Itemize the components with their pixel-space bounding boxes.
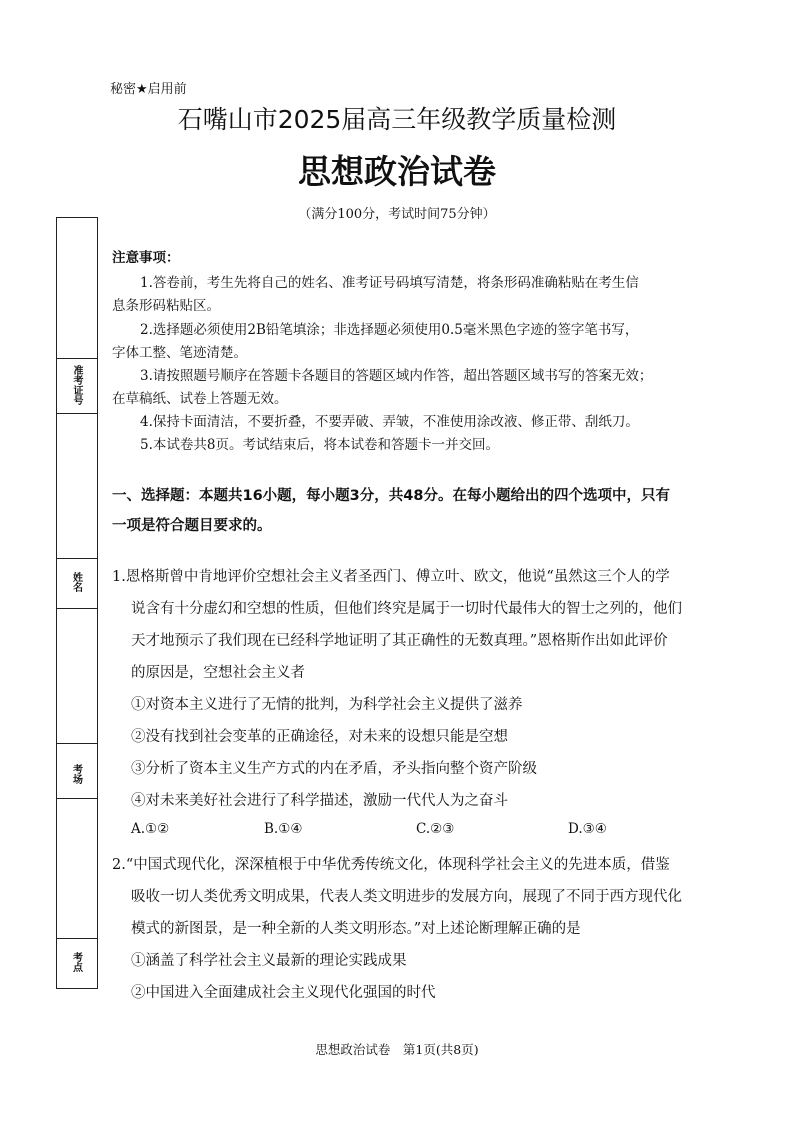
choice-a: A.①② bbox=[131, 821, 170, 837]
choice-d: D.③④ bbox=[568, 821, 607, 837]
binding-divider bbox=[57, 608, 97, 609]
page-footer: 思想政治试卷 第1页(共8页) bbox=[315, 1042, 479, 1057]
side-label-site: 考点 bbox=[70, 952, 82, 972]
binding-divider bbox=[57, 798, 97, 799]
binding-divider bbox=[57, 413, 97, 414]
subject-title: 思想政治试卷 bbox=[298, 152, 496, 191]
notes-line: 在草稿纸、试卷上答题无效。 bbox=[112, 391, 288, 407]
question-1-item: ④对未来美好社会进行了科学描述，激励一代代人为之奋斗 bbox=[131, 793, 508, 809]
question-2-item: ①涵盖了科学社会主义最新的理论实践成果 bbox=[131, 953, 407, 969]
notes-line: 2.选择题必须使用2B铅笔填涂；非选择题必须使用0.5毫米黑色字迹的签字笔书写， bbox=[140, 322, 639, 338]
question-2-text: 模式的新图景，是一种全新的人类文明形态。”对上述论断理解正确的是 bbox=[131, 921, 581, 937]
question-1-item: ③分析了资本主义生产方式的内在矛盾，矛头指向整个资产阶级 bbox=[131, 761, 537, 777]
question-1-text: 说含有十分虚幻和空想的性质，但他们终究是属于一切时代最伟大的智士之列的，他们 bbox=[131, 601, 682, 617]
notes-line: 1.答卷前，考生先将自己的姓名、准考证号码填写清楚，将条形码准确粘贴在考生信 bbox=[140, 275, 639, 291]
exam-title: 石嘴山市2025届高三年级教学质量检测 bbox=[177, 105, 617, 134]
notes-line: 3.请按照题号顺序在答题卡各题目的答题区域内作答，超出答题区域书写的答案无效； bbox=[140, 368, 653, 384]
exam-subtitle: （满分100分，考试时间75分钟） bbox=[298, 207, 496, 222]
choice-b: B.①④ bbox=[264, 821, 303, 837]
question-2-item: ②中国进入全面建成社会主义现代化强国的时代 bbox=[131, 985, 436, 1001]
confidential-mark: 秘密★启用前 bbox=[110, 82, 187, 97]
side-label-venue: 考场 bbox=[70, 764, 82, 784]
side-label-name: 姓名 bbox=[70, 572, 82, 592]
question-2-text: 2.“中国式现代化，深深植根于中华优秀传统文化，体现科学社会主义的先进本质，借鉴 bbox=[112, 857, 670, 873]
question-1-text: 1.恩格斯曾中肯地评价空想社会主义者圣西门、傅立叶、欧文，他说“虽然这三个人的学 bbox=[112, 569, 670, 585]
binding-divider bbox=[57, 358, 97, 359]
notes-line: 息条形码粘贴区。 bbox=[112, 298, 220, 314]
section-heading-cont: 一项是符合题目要求的。 bbox=[112, 518, 272, 534]
question-2-text: 吸收一切人类优秀文明成果，代表人类文明进步的发展方向，展现了不同于西方现代化 bbox=[131, 889, 682, 905]
question-1-item: ①对资本主义进行了无情的批判，为科学社会主义提供了滋养 bbox=[131, 697, 523, 713]
question-1-text: 天才地预示了我们现在已经科学地证明了其正确性的无数真理。”恩格斯作出如此评价 bbox=[131, 633, 668, 649]
binding-margin-box bbox=[56, 217, 98, 989]
binding-divider bbox=[57, 558, 97, 559]
notes-line: 5.本试卷共8页。考试结束后，将本试卷和答题卡一并交回。 bbox=[140, 437, 499, 453]
question-1-text: 的原因是，空想社会主义者 bbox=[131, 665, 305, 681]
choice-c: C.②③ bbox=[416, 821, 455, 837]
side-label-exam-id: 准考证号 bbox=[71, 365, 82, 405]
binding-divider bbox=[57, 743, 97, 744]
notes-title: 注意事项： bbox=[112, 250, 180, 266]
question-1-item: ②没有找到社会变革的正确途径，对未来的设想只能是空想 bbox=[131, 729, 508, 745]
section-heading: 一、选择题：本题共16小题，每小题3分，共48分。在每小题给出的四个选项中，只有 bbox=[112, 488, 670, 504]
notes-line: 4.保持卡面清洁，不要折叠，不要弄破、弄皱，不准使用涂改液、修正带、刮纸刀。 bbox=[140, 414, 639, 430]
notes-line: 字体工整、笔迹清楚。 bbox=[112, 345, 247, 361]
binding-divider bbox=[57, 938, 97, 939]
